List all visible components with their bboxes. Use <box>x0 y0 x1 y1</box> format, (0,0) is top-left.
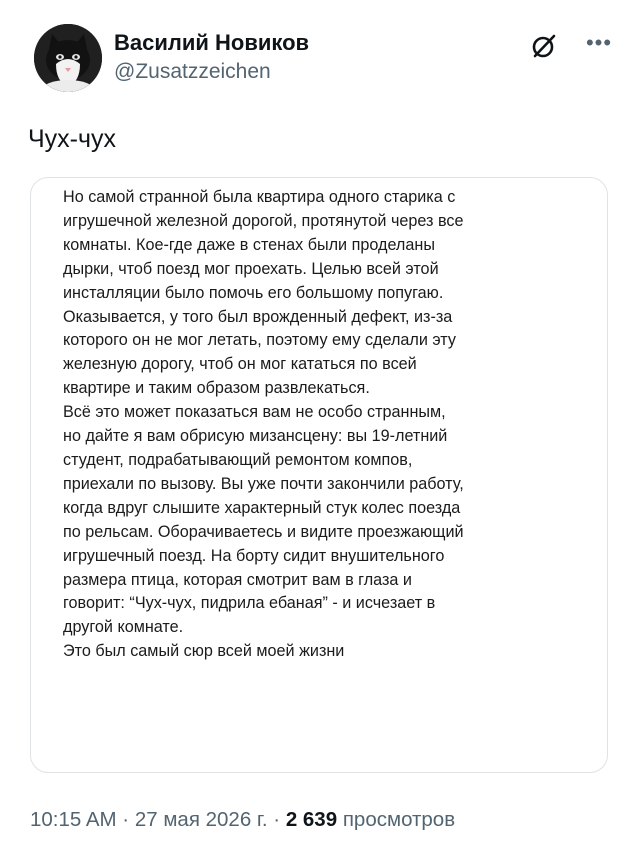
avatar[interactable] <box>34 24 102 92</box>
media-card[interactable] <box>30 177 608 773</box>
screenshot-text-line: игрушечной железной дорогой, протянутой через все <box>63 211 464 230</box>
tweet-text: Чух-чух <box>28 125 117 153</box>
screenshot-text-line: Всё это может показаться вам не особо странным, <box>63 403 446 422</box>
screenshot-text-line: инсталляции было помочь его большому попугаю. <box>63 283 444 302</box>
screenshot-text-line: приехали по вызову. Вы уже почти закончили работу, <box>63 474 464 493</box>
screenshot-text-line: когда вдруг слышите характерный стук колес поезда <box>63 498 461 517</box>
views-label: просмотров <box>337 808 456 831</box>
screenshot-text-line: Оказывается, у того был врожденный дефект, из-за <box>63 307 453 326</box>
screenshot-text-line: квартире и таким образом развлекаться. <box>63 379 370 398</box>
tweet-header <box>34 22 614 94</box>
screenshot-text <box>63 186 593 664</box>
screenshot-text-line: говорит: “Чух-чух, пидрила ебаная” - и исчезает в <box>63 594 436 613</box>
screenshot-text-line: размера птица, которая смотрит вам в глаза и <box>63 570 412 589</box>
user-handle[interactable]: @Zusatzzeichen <box>114 60 271 83</box>
screenshot-text-line: комнаты. Кое-где даже в стенах были проделаны <box>63 235 435 254</box>
cat-avatar-icon <box>34 24 102 92</box>
views-count: 2 639 <box>285 808 338 831</box>
screenshot-text-line: но дайте я вам обрисую мизансцену: вы 19-летний <box>63 427 448 446</box>
grok-icon[interactable] <box>530 32 558 60</box>
user-block <box>114 30 309 86</box>
screenshot-text-line: железную дорогу, чтоб он мог кататься по всей <box>63 355 417 374</box>
screenshot-text-line: которого он не мог летать, поэтому ему сделали эту <box>63 331 456 350</box>
display-name[interactable]: Василий Новиков <box>114 30 310 55</box>
more-options-icon[interactable]: ••• <box>585 30 613 55</box>
screenshot-text-line: другой комнате. <box>63 618 184 637</box>
screenshot-text-line: дырки, чтоб поезд мог проехать. Целью всей этой <box>63 259 439 278</box>
screenshot-text-line: Но самой странной была квартира одного старика с <box>63 188 456 206</box>
tweet-footer <box>30 806 455 834</box>
screenshot-text-line: по рельсам. Оборачиваетесь и видите проезжающий <box>63 522 464 541</box>
timestamp[interactable]: 10:15 AM · 27 мая 2026 г. · <box>30 808 286 831</box>
screenshot-text-line: Это был самый сюр всей моей жизни <box>63 642 345 661</box>
screenshot-text-line: студент, подрабатывающий ремонтом компов, <box>63 450 413 469</box>
screenshot-text-line: игрушечный поезд. На борту сидит внушительного <box>63 546 445 565</box>
